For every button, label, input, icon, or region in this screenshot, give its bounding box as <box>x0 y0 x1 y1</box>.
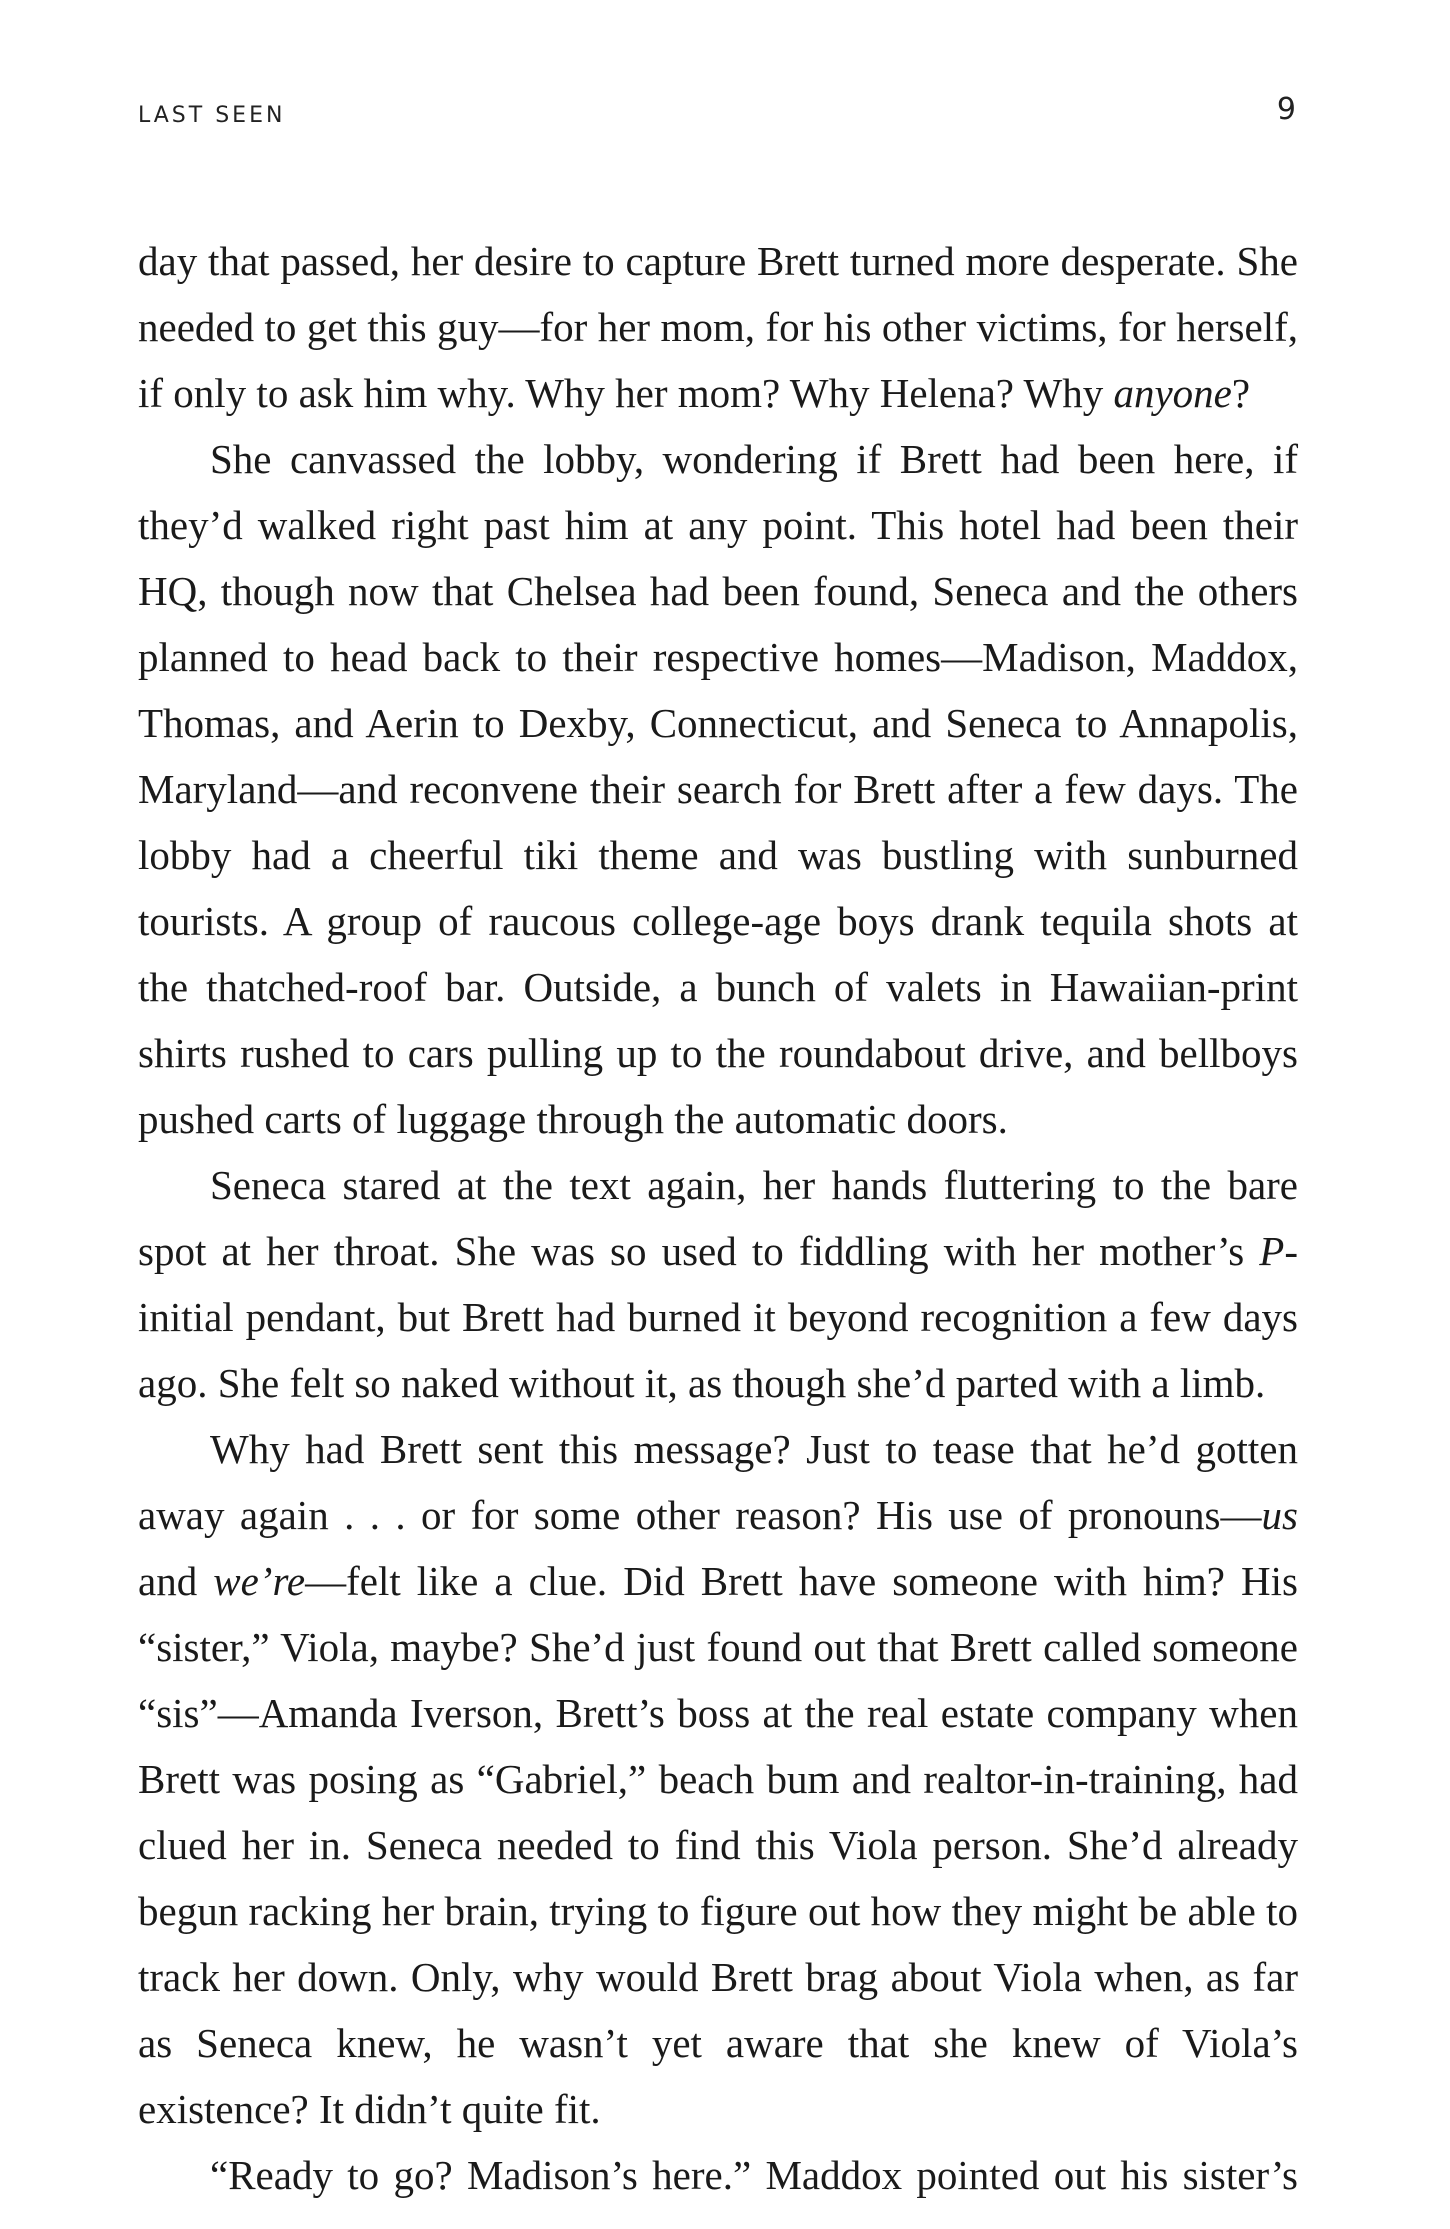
paragraph-4-part-5: —felt like a clue. Did Brett have someone with him? His “sister,” Viola, maybe? She’d just found out that Brett called someone “sis”—Amanda Iverson, Brett’s boss at the real estate company when Brett was posing as “Gabriel,” beach bum and realtor-in-training, had clued her in. Seneca needed to find this Viola person. She’d already begun racking her brain, trying to figure out how they might be able to track her down. Only, why would Brett brag about Viola when, as far as Seneca knew, he wasn’t yet aware that she knew of Viola’s existence? It didn’t quite fit. <box>138 1558 1298 2132</box>
paragraph-5: “Ready to go? Madison’s here.” Maddox pointed out his sister’s <box>210 2152 1298 2198</box>
emphasis-were: we’re <box>213 1558 306 1604</box>
page-number: 9 <box>1276 92 1296 127</box>
paragraph-1 <box>138 228 1298 426</box>
paragraph-3 <box>138 1152 1298 1416</box>
paragraph-4-part-3: and <box>138 1558 214 1604</box>
running-head: LAST SEEN <box>138 103 286 128</box>
paragraph-3-part-1: Seneca stared at the text again, her hands fluttering to the bare spot at her throat. She was so used to fiddling with her mother’s <box>138 1162 1298 1274</box>
paragraph-3-part-3: -initial pendant, but Brett had burned it beyond recognition a few days ago. She felt so naked without it, as though she’d parted with a limb. <box>138 1228 1298 1406</box>
emphasis-us: us <box>1261 1492 1298 1538</box>
body-text <box>138 228 1298 2208</box>
paragraph-2: She canvassed the lobby, wondering if Brett had been here, if they’d walked right past him at any point. This hotel had been their HQ, though now that Chelsea had been found, Seneca and the others planned to head back to their respective homes—Madison, Maddox, Thomas, and Aerin to Dexby, Connecticut, and Seneca to Annapolis, Maryland—and reconvene their search for Brett after a few days. The lobby had a cheerful tiki theme and was bustling with sunburned tourists. A group of raucous college-age boys drank tequila shots at the thatched-roof bar. Outside, a bunch of valets in Hawaiian-print shirts rushed to cars pulling up to the roundabout drive, and bellboys pushed carts of luggage through the automatic doors. <box>138 436 1298 1142</box>
paragraph-4-part-1: Why had Brett sent this message? Just to tease that he’d gotten away again . . . or for some other reason? His use of pronouns— <box>138 1426 1298 1538</box>
paragraph-1-part-3: ? <box>1231 370 1251 416</box>
emphasis-anyone: anyone <box>1113 370 1232 416</box>
emphasis-p-initial: P <box>1259 1228 1285 1274</box>
paragraph-4 <box>138 1416 1298 2142</box>
paragraph-1-part-1: day that passed, her desire to capture Brett turned more desperate. She needed to get this guy—for her mom, for his other victims, for herself, if only to ask him why. Why her mom? Why Helena? Why <box>138 238 1298 416</box>
